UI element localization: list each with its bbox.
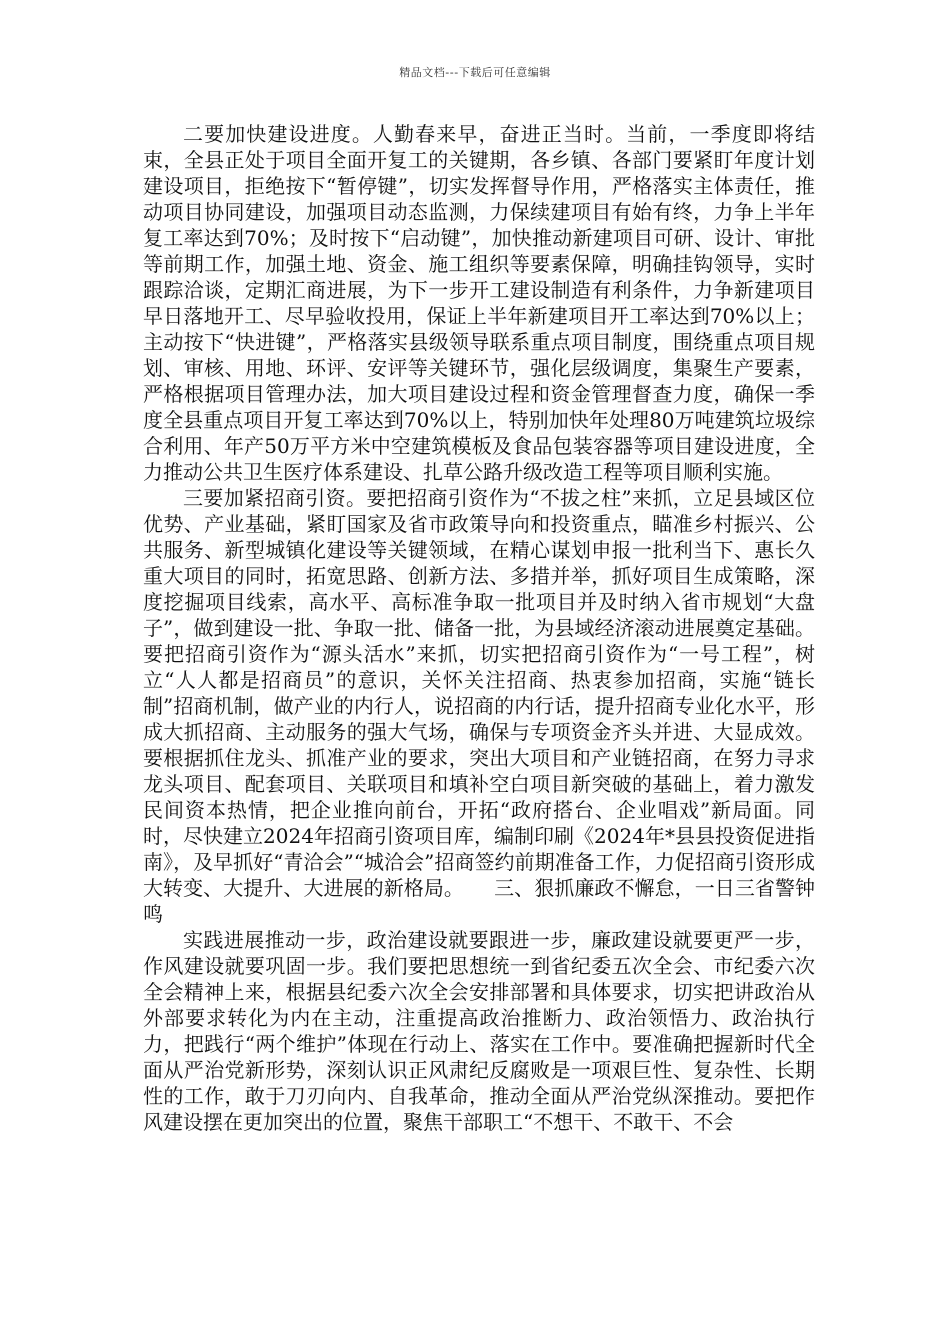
- page-header: 精品文档---下载后可任意编辑: [399, 66, 551, 79]
- document-body: [143, 121, 815, 1135]
- paragraph: 二要加快建设进度。人勤春来早，奋进正当时。当前，一季度即将结束，全县正处于项目全面开复工的关键期，各乡镇、各部门要紧盯年度计划建设项目，拒绝按下“暂停键”，切实发挥督导作用，严格落实主体责任，推动项目协同建设，加强项目动态监测，力保续建项目有始有终，力争上半年复工率达到70%；及时按下“启动键”，加快推动新建项目可研、设计、审批等前期工作，加强土地、资金、施工组织等要素保障，明确挂钩领导，实时跟踪洽谈，定期汇商进展，为下一步开工建设制造有利条件，力争新建项目早日落地开工、尽早验收投用，保证上半年新建项目开工率达到70%以上；主动按下“快进键”，严格落实县级领导联系重点项目制度，围绕重点项目规划、审核、用地、环评、安评等关键环节，强化层级调度，集聚生产要素，严格根据项目管理办法，加大项目建设过程和资金管理督查力度，确保一季度全县重点项目开复工率达到70%以上，特别加快年处理80万吨建筑垃圾综合利用、年产50万平方米中空建筑模板及食品包装容器等项目建设进度，全力推动公共卫生医疗体系建设、扎草公路升级改造工程等项目顺利实施。: [143, 122, 815, 484]
- paragraph: 三要加紧招商引资。要把招商引资作为“不拔之柱”来抓，立足县域区位优势、产业基础，紧盯国家及省市政策导向和投资重点，瞄准乡村振兴、公共服务、新型城镇化建设等关键领域，在精心谋划申报一批利当下、惠长久重大项目的同时，拓宽思路、创新方法、多措并举，抓好项目生成策略，深度挖掘项目线索，高水平、高标准争取一批项目并及时纳入省市规划“大盘子”，做到建设一批、争取一批、储备一批，为县域经济滚动进展奠定基础。要把招商引资作为“源头活水”来抓，切实把招商引资作为“一号工程”，树立“人人都是招商员”的意识，关怀关注招商、热衷参加招商，实施“链长制”招商机制，做产业的内行人，说招商的内行话，提升招商专业化水平，形成大抓招商、主动服务的强大气场，确保与专项资金齐头并进、大显成效。要根据抓住龙头、抓准产业的要求，突出大项目和产业链招商，在努力寻求龙头项目、配套项目、关联项目和填补空白项目新突破的基础上，着力激发民间资本热情，把企业推向前台，开拓“政府搭台、企业唱戏”新局面。同时，尽快建立2024年招商引资项目库，编制印刷《2024年*县县投资促进指南》，及早抓好“青洽会”“城洽会”招商签约前期准备工作，力促招商引资形成大转变、大提升、大进展的新格局。 三、狠抓廉政不懈怠，一日三省警钟鸣: [143, 486, 815, 926]
- paragraph: 实践进展推动一步，政治建设就要跟进一步，廉政建设就要更严一步，作风建设就要巩固一步。我们要把思想统一到省纪委五次全会、市纪委六次全会精神上来，根据县纪委六次全会安排部署和具体要求，切实把讲政治从外部要求转化为内在主动，注重提高政治推断力、政治领悟力、政治执行力，把践行“两个维护”体现在行动上、落实在工作中。要准确把握新时代全面从严治党新形势，深刻认识正风肃纪反腐败是一项艰巨性、复杂性、长期性的工作，敢于刀刃向内、自我革命，推动全面从严治党纵深推动。要把作风建设摆在更加突出的位置，聚焦干部职工“不想干、不敢干、不会: [143, 928, 815, 1134]
